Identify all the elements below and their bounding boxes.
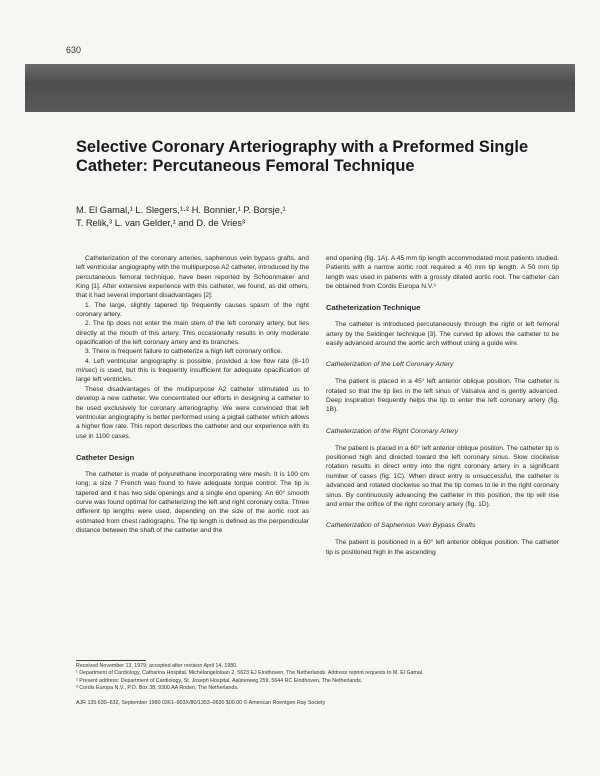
footnote-2: ² Present address: Department of Cardiology, St. Joseph Hospital, Aalsterweg 259, 5644 RC Eindhoven, The Netherlands. xyxy=(76,677,363,684)
bypass-graft-paragraph: The patient is positioned in a 60° left anterior oblique position. The catheter tip is positioned high in the ascending xyxy=(326,539,559,556)
footnote-divider xyxy=(76,660,146,661)
footnotes xyxy=(76,663,556,693)
heading-catheter-design: Catheter Design xyxy=(76,452,135,462)
technique-paragraph: The catheter is introduced percutaneously through the right or left femoral artery by the Seldinger technique [3]. The curved tip allows the catheter to be easily advanced around the aortic arch without using a guide wire. xyxy=(326,321,559,348)
author-list xyxy=(76,204,376,230)
disadvantage-item-2: 2. The tip does not enter the main stem of the left coronary artery, but lies directly at the mouth of this artery. This occasionally results in only moderate opacification of the left coronary artery and its branches. xyxy=(76,320,309,347)
intro-paragraph: Catheterization of the coronary arteries, saphenous vein bypass grafts, and left ventricular angiography with the multipurpose A2 catheter, introduced by the percutaneous femoral technique, have been reported by Schoonmaker and King [1]. After extensive experience with this catheter, we found, as did others, that it had several important disadvantages [2]: xyxy=(76,255,309,300)
journal-citation: AJR 135:630–632, September 1980 0361–803X/80/1353–0630 $00.00 © American Roentgen Ray Society xyxy=(76,700,326,706)
heading-catheterization-technique: Catheterization Technique xyxy=(326,303,421,313)
disadvantage-item-4: 4. Left ventricular angiography is possible, provided a low flow rate (8–10 ml/sec) is used, but this is frequently insufficient for adequate opacification of large left ventricles. xyxy=(76,357,309,384)
footnote-received: Received November 13, 1979; accepted after revision April 14, 1980. xyxy=(76,663,238,669)
article-title: Selective Coronary Arteriography with a Preformed Single Catheter: Percutaneous Femoral Technique xyxy=(76,138,529,175)
design-paragraph: The catheter is made of polyurethane incorporating wire mesh. It is 100 cm long; a size 7 French was found to have adequate torque control. The tip is tapered and it has two side openings and a single end opening. An 60° smooth curve was found optimal for catheterizing the left and right coronary ostia. Three different tip lengths were used, depending on the size of the aortic root as estimated from chest radiographs. The tip length is defined as the perpendicular distance between the shaft of the catheter and the xyxy=(76,470,309,534)
left-column xyxy=(76,254,309,535)
footnote-3: ³ Cordis Europa N.V., P.O. Box 38, 9300 AA Roden, The Netherlands. xyxy=(76,685,239,692)
authors-line-1: M. El Gamal,¹ L. Slegers,¹·² H. Bonnier,¹ P. Borsje,¹ xyxy=(76,205,286,215)
heading-right-coronary: Catheterization of the Right Coronary Artery xyxy=(326,427,458,435)
page-number: 630 xyxy=(66,45,82,55)
footnote-1: ¹ Department of Cardiology, Catharina Hospital, Michelangelolaan 2, 5623 EJ Eindhoven, The Netherlands. Address reprint requests to M. El Gamal. xyxy=(76,670,424,677)
left-coronary-paragraph: The patient is placed in a 45° left anterior oblique position. The catheter is rotated so that the tip lies in the left sinus of Valsalva and is gently advanced. Deep inspiration frequently helps the tip to enter the left coronary artery (fig. 1B). xyxy=(326,378,559,414)
motivation-paragraph: These disadvantages of the multipurpose A2 catheter stimulated us to develop a new catheter. We concentrated our efforts in designing a catheter to be used exclusively for coronary arteriography. We were convinced that left ventricular angiography is better performed using a pigtail catheter which allows a higher flow rate. This report describes the catheter and our experience with its use in 1100 cases. xyxy=(76,385,309,440)
disadvantage-item-3: 3. There is frequent failure to catheterize a high left coronary orifice. xyxy=(85,348,283,356)
right-coronary-paragraph: The patient is placed in a 60° left anterior oblique position. The catheter tip is positioned high and directed toward the left coronary sinus. Slow clockwise rotation results in direct entry into the right coronary artery in a significant number of cases (fig. 1C). When direct entry is unsuccessful, the catheter is advanced and rotated clockwise so that the tip comes to lie in the right coronary sinus. By continuously advancing the catheter in this position, the tip will rise and enter the orifice of the right coronary artery (fig. 1D). xyxy=(326,444,559,508)
header-band xyxy=(25,64,575,112)
right-column xyxy=(326,254,559,557)
heading-left-coronary: Catheterization of the Left Coronary Artery xyxy=(326,361,454,369)
continued-paragraph: end opening (fig. 1A). A 45 mm tip length accommodated most patients studied. Patients with a narrow aortic root required a 40 mm tip length. A 50 mm tip length was used in patients with a grossly dilated aortic root. The catheter can be obtained from Cordis Europa N.V.³ xyxy=(326,255,559,291)
heading-bypass-grafts: Catheterization of Saphenous Vein Bypass Grafts xyxy=(326,522,476,530)
disadvantage-item-1: 1. The large, slightly tapered tip frequently causes spasm of the right coronary artery. xyxy=(76,301,309,319)
authors-line-2: T. Relik,³ L. van Gelder,¹ and D. de Vries³ xyxy=(76,218,246,228)
